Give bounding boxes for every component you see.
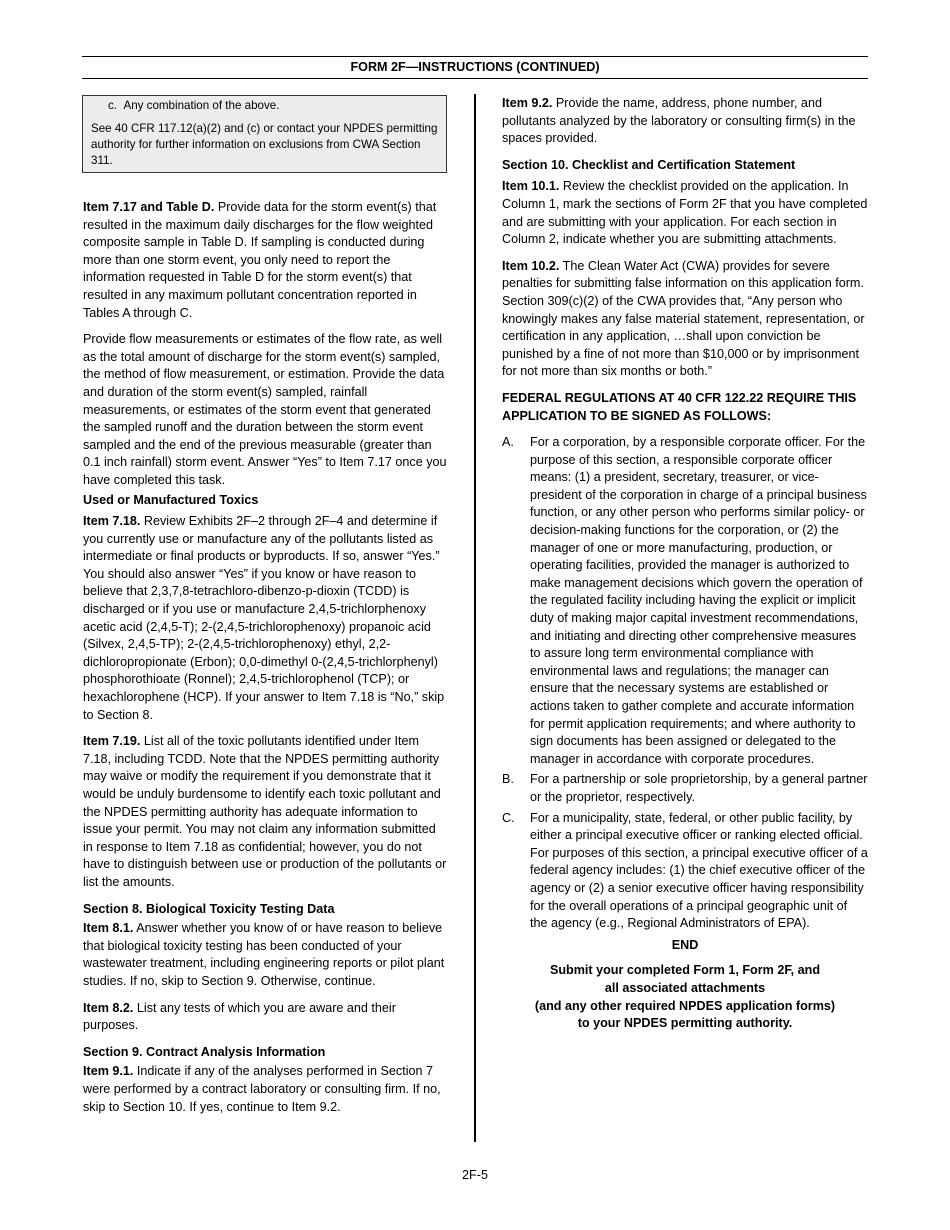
section-10-heading: Section 10. Checklist and Certification Statement (502, 157, 796, 172)
signer-letter-a: A. (502, 435, 514, 450)
page-number: 2F-5 (462, 1168, 488, 1182)
item-7-19-text: List all of the toxic pollutants identified under Item 7.18, including TCDD. Note that the NPDES permitting authority may waive or modify the requirement if you demonstrate that it would be unduly burdensome to identify each toxic pollutant and the NPDES permitting authority has adequate information to issue your permit. You may not claim any information submitted in response to Item 7.18 as confidential; however, you do not have to distinguish between use or production of the pollutants or list the amounts. (83, 734, 447, 889)
header-top-rule (82, 56, 868, 57)
signer-item-a (502, 434, 868, 768)
item-8-1-text: Answer whether you know of or have reason to believe that biological toxicity testing has been conducted of your wastewater treatment, including engineering reports or pilot plant studies. If no, skip to Section 9. Otherwise, continue. (83, 921, 445, 988)
toxics-heading: Used or Manufactured Toxics (83, 492, 259, 507)
item-9-2-label: Item 9.2. (502, 96, 553, 110)
flow-measurement-paragraph: Provide flow measurements or estimates of the flow rate, as well as the total amount of discharge for the storm event(s) sampled, the method of flow measurement, or estimation. Provide the data and duration of the storm event(s) sampled, rainfall measurements, or estimates of the storm event that generated the sampled runoff and the duration between the storm event sampled and the end of the previous measurable (greater than 0.1 inch rainfall) storm event. Answer “Yes” to Item 7.17 once you have completed this task. (83, 332, 447, 487)
item-7-17-text: Provide data for the storm event(s) that resulted in the maximum daily discharges for the flow weighted composite sample in Table D. If sampling is conducted during more than one storm event, you only need to report the information requested in Table D for the storm event(s) that resulted in any maximum pollutant concentration reported in Tables A through C. (83, 200, 437, 320)
item-10-2-paragraph (502, 258, 868, 381)
submit-line-3: (and any other required NPDES application forms) (534, 998, 836, 1013)
item-7-18-label: Item 7.18. (83, 514, 141, 529)
item-9-2-text: Provide the name, address, phone number, and pollutants analyzed by the laboratory or consulting firm(s) in the spaces provided. (502, 96, 856, 146)
item-7-17-label: Item 7.17 and Table D. (83, 200, 215, 214)
item-8-1-label: Item 8.1. (83, 921, 134, 936)
item-7-19-paragraph (83, 733, 448, 891)
item-9-1-text: Indicate if any of the analyses performed in Section 7 were performed by a contract laboratory or consulting firm. If no, skip to Section 10. If yes, continue to Item 9.2. (83, 1064, 441, 1114)
item-10-2-text: The Clean Water Act (CWA) provides for severe penalties for submitting false information on this application form. Section 309(c)(2) of the CWA provides that, “Any person who knowingly makes any false material statement, representation, or certification in any application, …shall upon conviction be punished by a fine of not more than $10,000 or by imprisonment for not more than six months or both.” (502, 258, 865, 379)
column-divider (474, 94, 476, 1142)
item-7-19-label: Item 7.19. (83, 734, 141, 749)
section-9-heading: Section 9. Contract Analysis Information (83, 1044, 326, 1059)
signer-item-b (502, 771, 868, 806)
item-10-1-label: Item 10.1. (502, 179, 560, 194)
item-7-17-paragraph (83, 199, 448, 322)
signer-item-c (502, 810, 868, 933)
submit-line-2: all associated attachments (604, 980, 766, 995)
signer-text-a: For a corporation, by a responsible corporate officer. For the purpose of this section, a responsible corporate officer means: (1) a president, secretary, treasurer, or vice-president of the corporation in charge of a principal business function, or any other person who performs similar policy- or decision-making functions for the corporation, or (2) the manager of one or more manufacturing, production, or operating facilities, provided the manager is authorized to make management decisions which govern the operation of the regulated facility including having the explicit or implicit duty of making major capital investment recommendations, and initiating and directing other comprehensive measures to assure long term environmental compliance with environmental laws and regulations; the manager can ensure that the necessary systems are established or actions taken to gather complete and accurate information for permit application requirements; and where authority to sign documents has been assigned or delegated to the manager in accordance with corporate procedures. (530, 435, 867, 766)
item-9-1-label: Item 9.1. (83, 1064, 134, 1079)
regulations-heading: FEDERAL REGULATIONS AT 40 CFR 122.22 REQUIRE THIS APPLICATION TO BE SIGNED AS FOLLOWS: (502, 390, 857, 423)
item-10-2-label: Item 10.2. (502, 258, 560, 273)
item-7-18-text: Review Exhibits 2F–2 through 2F–4 and determine if you currently use or manufacture any of the pollutants listed as intermediate or final products or byproducts. If so, answer “Yes.” You should also answer “Yes” if you know or have reason to believe that 2,3,7,8-tetrachloro-dibenzo-p-dioxin (TCDD) is discharged or if you use or manufacture 2,4,5-trichlorphenoxy acetic acid (2,4,5-T); 2-(2,4,5-trichlorophenoxy) propanoic acid (Silvex, 2,4,5-TP); 2-(2,4,5-trichlorophenoxy) ethyl, 2,2-dichloropropionate (Erbon); 0,0-dimethyl 0-(2,4,5-trichlorphenyl) phosphorothioate (Ronnel); 2,4,5-trichlorophenol (TCP); or hexachlorophene (HCP). If your answer to Item 7.18 is “No,” skip to Section 8. (83, 514, 445, 722)
item-10-1-paragraph (502, 178, 868, 248)
item-8-1-paragraph (83, 920, 448, 990)
signer-text-b: For a partnership or sole proprietorship, by a general partner or the proprietor, respectively. (530, 772, 868, 804)
signer-letter-b: B. (502, 772, 514, 787)
end-marker: END (671, 937, 699, 952)
submit-line-1: Submit your completed Form 1, Form 2F, and (549, 963, 821, 978)
item-8-2-text: List any tests of which you are aware and their purposes. (83, 1000, 396, 1033)
submit-line-4: to your NPDES permitting authority. (577, 1016, 793, 1031)
signer-text-c: For a municipality, state, federal, or other public facility, by either a principal executive officer or ranking elected official. For purposes of this section, a principal executive officer of a federal agency includes: (1) the chief executive officer of the agency or (2) a senior executive officer having responsibility for the overall operations of a principal geographic unit of the agency (e.g., Regional Administrators of EPA). (530, 810, 868, 931)
right-column (502, 95, 868, 1033)
item-8-2-label: Item 8.2. (83, 1000, 134, 1015)
exclusion-box (82, 95, 447, 173)
item-9-1-paragraph (83, 1063, 448, 1116)
item-10-1-text: Review the checklist provided on the application. In Column 1, mark the sections of Form 2F that you have completed and are submitting with your application. For each section in Column 2, indicate whether you are submitting attachments. (502, 179, 868, 247)
section-8-heading: Section 8. Biological Toxicity Testing Data (83, 901, 335, 916)
box-item-c: c. Any combination of the above. (108, 99, 280, 112)
item-7-18-paragraph (83, 513, 448, 724)
header-bottom-rule (82, 78, 868, 79)
item-8-2-paragraph (83, 1000, 448, 1035)
item-9-2-paragraph (502, 95, 868, 148)
signers-list (502, 434, 868, 933)
form-header-title: FORM 2F—INSTRUCTIONS (CONTINUED) (350, 60, 600, 74)
signer-letter-c: C. (502, 810, 515, 825)
box-note: See 40 CFR 117.12(a)(2) and (c) or contact your NPDES permitting authority for further information on exclusions from CWA Section 311. (91, 122, 438, 167)
left-column (83, 95, 448, 1125)
